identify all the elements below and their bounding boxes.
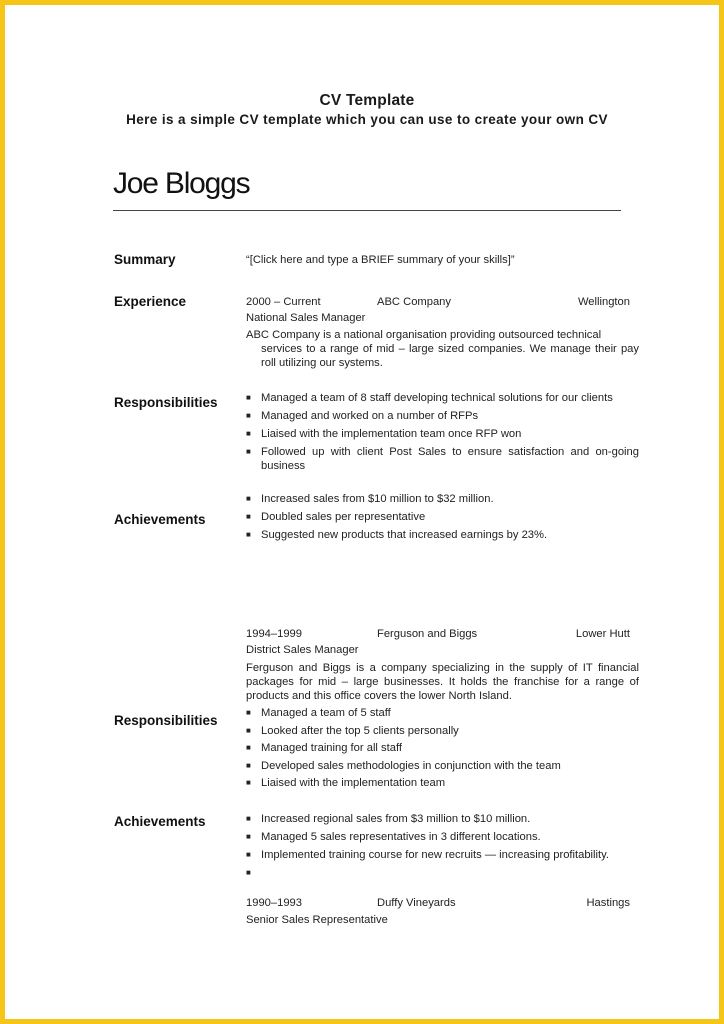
job-1-description-rest: services to a range of mid – large sized companies. We manage their pay roll utilizing our systems. [261, 343, 639, 369]
bullet-icon: ■ [246, 708, 251, 717]
candidate-name: Joe Bloggs [113, 167, 250, 200]
job-1-company: ABC Company [377, 296, 451, 308]
name-divider [113, 210, 621, 211]
list-item: ■ Followed up with client Post Sales to ensure satisfaction and on-going business [246, 446, 639, 472]
bullet-icon: ■ [246, 850, 251, 859]
list-item: ■ Liaised with the implementation team once RFP won [246, 428, 522, 440]
experience-label: Experience [114, 294, 187, 309]
bullet-icon: ■ [246, 868, 251, 877]
bullet-icon: ■ [246, 760, 251, 770]
bullet-icon: ■ [246, 778, 251, 787]
document-title: CV Template [319, 92, 415, 109]
bullet-icon: ■ [246, 512, 251, 521]
list-item: ■ Managed training for all staff [246, 742, 402, 754]
job-1-title: National Sales Manager [246, 312, 366, 324]
job-2-achievements-label: Achievements [114, 814, 206, 829]
list-item [246, 866, 639, 880]
bullet-icon: ■ [246, 411, 251, 420]
job-1-achievements-list [246, 492, 639, 542]
job-1-description [246, 328, 639, 370]
job-3-years: 1990–1993 [246, 897, 302, 909]
job-1-responsibilities-list [246, 391, 639, 473]
summary-placeholder[interactable]: “[Click here and type a BRIEF summary of your skills]” [246, 254, 515, 266]
list-item: ■ Increased regional sales from $3 million to $10 million. [246, 813, 531, 825]
job-2-responsibilities-list [246, 706, 639, 790]
job-2-location: Lower Hutt [575, 628, 630, 640]
job-3-location: Hastings [586, 897, 630, 909]
job-1-achievements-label: Achievements [114, 512, 206, 527]
list-item: ■ Looked after the top 5 clients personally [246, 724, 459, 737]
job-2-company: Ferguson and Biggs [377, 628, 478, 640]
job-3-company: Duffy Vineyards [377, 897, 456, 909]
bullet-icon: ■ [246, 530, 251, 539]
list-item: ■ Developed sales methodologies in conjunction with the team [246, 759, 561, 772]
list-item: ■ Managed a team of 5 staff [246, 707, 391, 719]
job-2-responsibilities-label: Responsibilities [114, 713, 218, 728]
list-item: ■ Implemented training course for new recruits — increasing profitability. [246, 849, 609, 861]
job-2-achievements-list [246, 812, 639, 880]
job-1-location: Wellington [577, 296, 630, 308]
summary-label: Summary [114, 252, 176, 267]
bullet-icon: ■ [246, 832, 251, 841]
list-item: ■ Liaised with the implementation team [246, 777, 446, 789]
list-item: ■ Managed and worked on a number of RFPs [246, 410, 479, 422]
bullet-icon: ■ [246, 494, 251, 503]
bullet-icon: ■ [246, 429, 251, 438]
job-2-description: Ferguson and Biggs is a company specializing in the supply of IT financial packages for mid – large businesses. It holds the franchise for a range of products and this office covers the lower North Island. [246, 662, 639, 702]
document-subtitle: Here is a simple CV template which you can use to create your own CV [126, 112, 608, 127]
bullet-icon: ■ [246, 393, 251, 402]
job-2-years: 1994–1999 [246, 628, 302, 640]
bullet-icon: ■ [246, 743, 251, 752]
list-item: ■ Increased sales from $10 million to $32 million. [246, 493, 494, 505]
job-2-title: District Sales Manager [246, 644, 359, 656]
bullet-icon: ■ [246, 447, 251, 456]
list-item: ■ Managed 5 sales representatives in 3 different locations. [246, 831, 541, 843]
job-1-responsibilities-label: Responsibilities [114, 395, 218, 410]
list-item: ■ Managed a team of 8 staff developing technical solutions for our clients [246, 392, 613, 404]
job-3-title: Senior Sales Representative [246, 914, 388, 926]
bullet-icon: ■ [246, 725, 251, 735]
list-item: ■ Doubled sales per representative [246, 511, 426, 523]
bullet-icon: ■ [246, 814, 251, 823]
list-item: ■ Suggested new products that increased earnings by 23%. [246, 529, 548, 541]
job-1-years: 2000 – Current [246, 296, 321, 308]
job-1-description-line1: ABC Company is a national organisation providing outsourced technical [246, 329, 602, 341]
